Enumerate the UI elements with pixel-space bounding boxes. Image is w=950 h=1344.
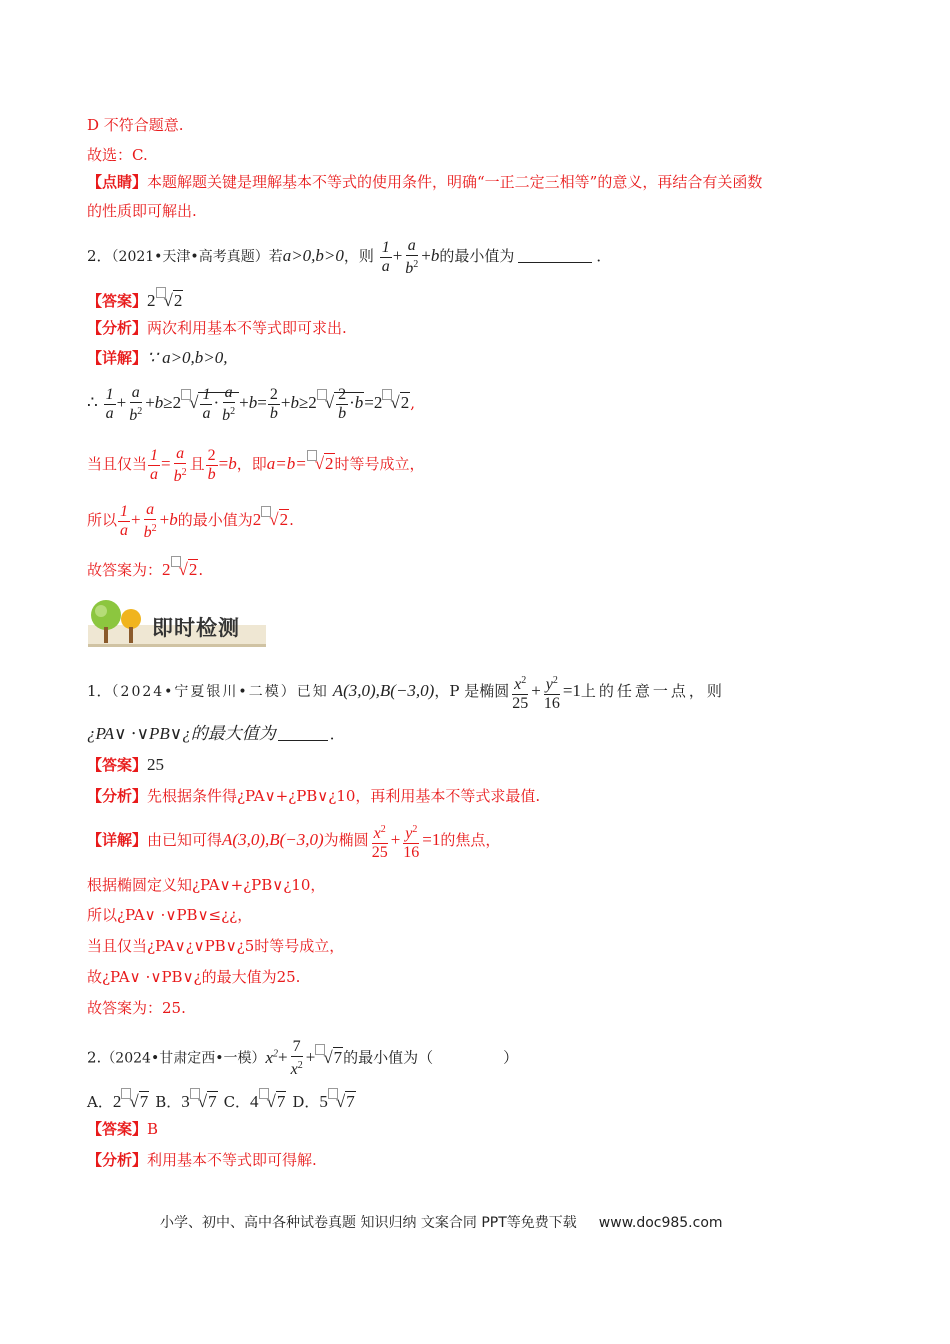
question-points: A(3,0),B(−3,0) [332,681,435,700]
question-2: 2．（2021•天津•高考真题）若a>0,b>0，则 $\frac{1}{a}$ + $\frac{a}{b^2}$ +b的最小值为 ． [87,236,612,277]
text-line: 故¿PA∨ ⋅∨PB∨¿的最大值为25. [87,968,301,986]
answer-tag: 【答案】 [87,292,148,310]
footer-link[interactable]: www.doc985.com [598,1215,723,1231]
text-line: 故选：C. [87,146,148,164]
question-text: ． [329,725,345,743]
answer-blank[interactable] [518,262,592,263]
practice-1-line2 [87,724,345,744]
text-line: 当且仅当¿PA∨¿∨PB∨¿5时等号成立， [87,937,345,955]
answer-blank[interactable] [278,740,328,741]
practice-2: 2.（2024•甘肃定西•一模）$x^2+$ $\frac{7}{x^2}$ + √7的最小值为（ ） [87,1038,519,1079]
question-text: ¿PA∨ ⋅∨PB∨¿的最大值为 [87,724,276,743]
section-title: 即时检测 [152,616,240,640]
analysis-text: 两次利用基本不等式即可求出. [147,319,347,337]
conclusion-text: 的最小值为 [177,511,253,529]
analysis-line [87,786,540,806]
analysis-tag: 【分析】 [87,787,148,805]
answer-value: 25 [147,755,165,774]
analysis-line [87,1150,317,1170]
answer-line: 【答案】2 √2 [87,287,183,311]
question-number: 2． [87,247,112,265]
question-source: （2024•甘肃定西•一模） [101,1050,266,1067]
note-paragraph-cont: 的性质即可解出. [87,202,197,220]
text-line: 所以¿PA∨ ⋅∨PB∨≤¿¿， [87,906,253,924]
analysis-line [87,318,347,338]
question-source: （2024•宁夏银川•二模）已知 [111,684,329,700]
question-text: 的最小值为 [439,247,515,265]
answer-value: B [147,1120,159,1138]
equality-line: 当且仅当 $\frac{1}{a}$ = $\frac{a}{b^2}$ 且 $\frac{2}{b}$ =b，即a=b= √2时等号成立， [87,444,425,485]
detail-line [87,348,228,368]
question-text: ） [503,1048,519,1067]
equality-text: ，即 [236,455,267,473]
option-d[interactable]: D． [292,1093,320,1111]
equality-text: 且 [189,455,205,473]
analysis-text: 先根据条件得¿PA∨+¿PB∨¿10，再利用基本不等式求最值. [147,787,541,805]
options-line: A．2 √7 B．3 √7 C．4 √7 D．5 √7 [87,1088,356,1112]
note-paragraph [87,172,762,192]
option-c[interactable]: C． [223,1093,251,1111]
analysis-text: 利用基本不等式即可得解. [147,1151,317,1169]
analysis-tag: 【分析】 [87,1151,148,1169]
detail-tag: 【详解】 [87,349,148,367]
final-answer-line: 故答案为：2 √2. [87,556,203,580]
question-number: 2. [87,1048,102,1067]
answer-line [87,1119,158,1139]
derivation-line: ∴ $\frac{1}{a}$ + $\frac{a}{b^2}$ +b≥2 √ $\frac{1}{a}$ · $\frac{a}{b^2}$ +b= $\frac{2}{b}$ +b≥2 √ $\frac{2}{b}$ ·b=2 √2, [87,383,416,424]
note-tag: 【点睛】 [87,173,148,191]
equality-text: 时等号成立， [334,455,425,473]
detail-line: 【详解】由已知可得A(3,0),B(−3,0)为椭圆 $\frac{x^2}{25}$ + $\frac{y^2}{16}$ =1的焦点， [87,820,500,860]
answer-tag: 【答案】 [87,1120,148,1138]
option-a[interactable]: A． [87,1093,113,1111]
detail-points: A(3,0),B(−3,0) [222,830,324,849]
detail-text: ∵ a>0,b>0, [147,348,228,367]
detail-text: 为椭圆 [323,831,369,849]
detail-text: 由已知可得 [147,831,223,849]
page-footer [160,1212,723,1232]
question-text: ，则 [343,247,374,265]
fraction: $\frac{1}{a}$ [381,238,390,275]
question-text: ． [596,247,612,265]
analysis-tag: 【分析】 [87,319,148,337]
question-source: （2021•天津•高考真题）若 [111,249,283,265]
equality-expr: a=b= [266,454,307,473]
footer-text: 小学、初中、高中各种试卷真题 知识归纳 文案合同 PPT等免费下载 [160,1215,577,1231]
text-line: 根据椭圆定义知¿PA∨+¿PB∨¿10， [87,876,326,894]
text-line: D 不符合题意. [87,116,184,134]
question-text: ，P 是椭圆 [434,682,510,700]
detail-tag: 【详解】 [87,831,148,849]
question-text: 上的任意一点，则 [580,682,725,700]
conclusion-text: 所以 [87,511,118,529]
answer-line [87,755,164,775]
detail-text: 的焦点， [440,831,501,849]
equality-text: 当且仅当 [87,455,148,473]
question-number: 1． [87,682,112,700]
final-answer-text: 故答案为： [87,561,163,579]
answer-tag: 【答案】 [87,756,148,774]
fraction: $\frac{a}{b^2}$ [405,236,419,277]
practice-1: 1．（2024•宁夏银川•二模）已知 A(3,0),B(−3,0)，P 是椭圆 $\frac{x^2}{25}$ + $\frac{y^2}{16}$ =1上的任意一点，则 [87,670,725,712]
text-line: 故答案为：25. [87,999,186,1017]
option-b[interactable]: B． [155,1093,182,1111]
note-text: 本题解题关键是理解基本不等式的使用条件，明确“一正二定三相等”的意义，再结合有关函数 [147,173,763,191]
question-condition: a>0,b>0 [282,246,344,265]
conclusion-line: 所以 $\frac{1}{a}$ + $\frac{a}{b^2}$ +b的最小值为2 √2. [87,500,294,541]
question-text: 的最小值为（ [343,1048,434,1067]
